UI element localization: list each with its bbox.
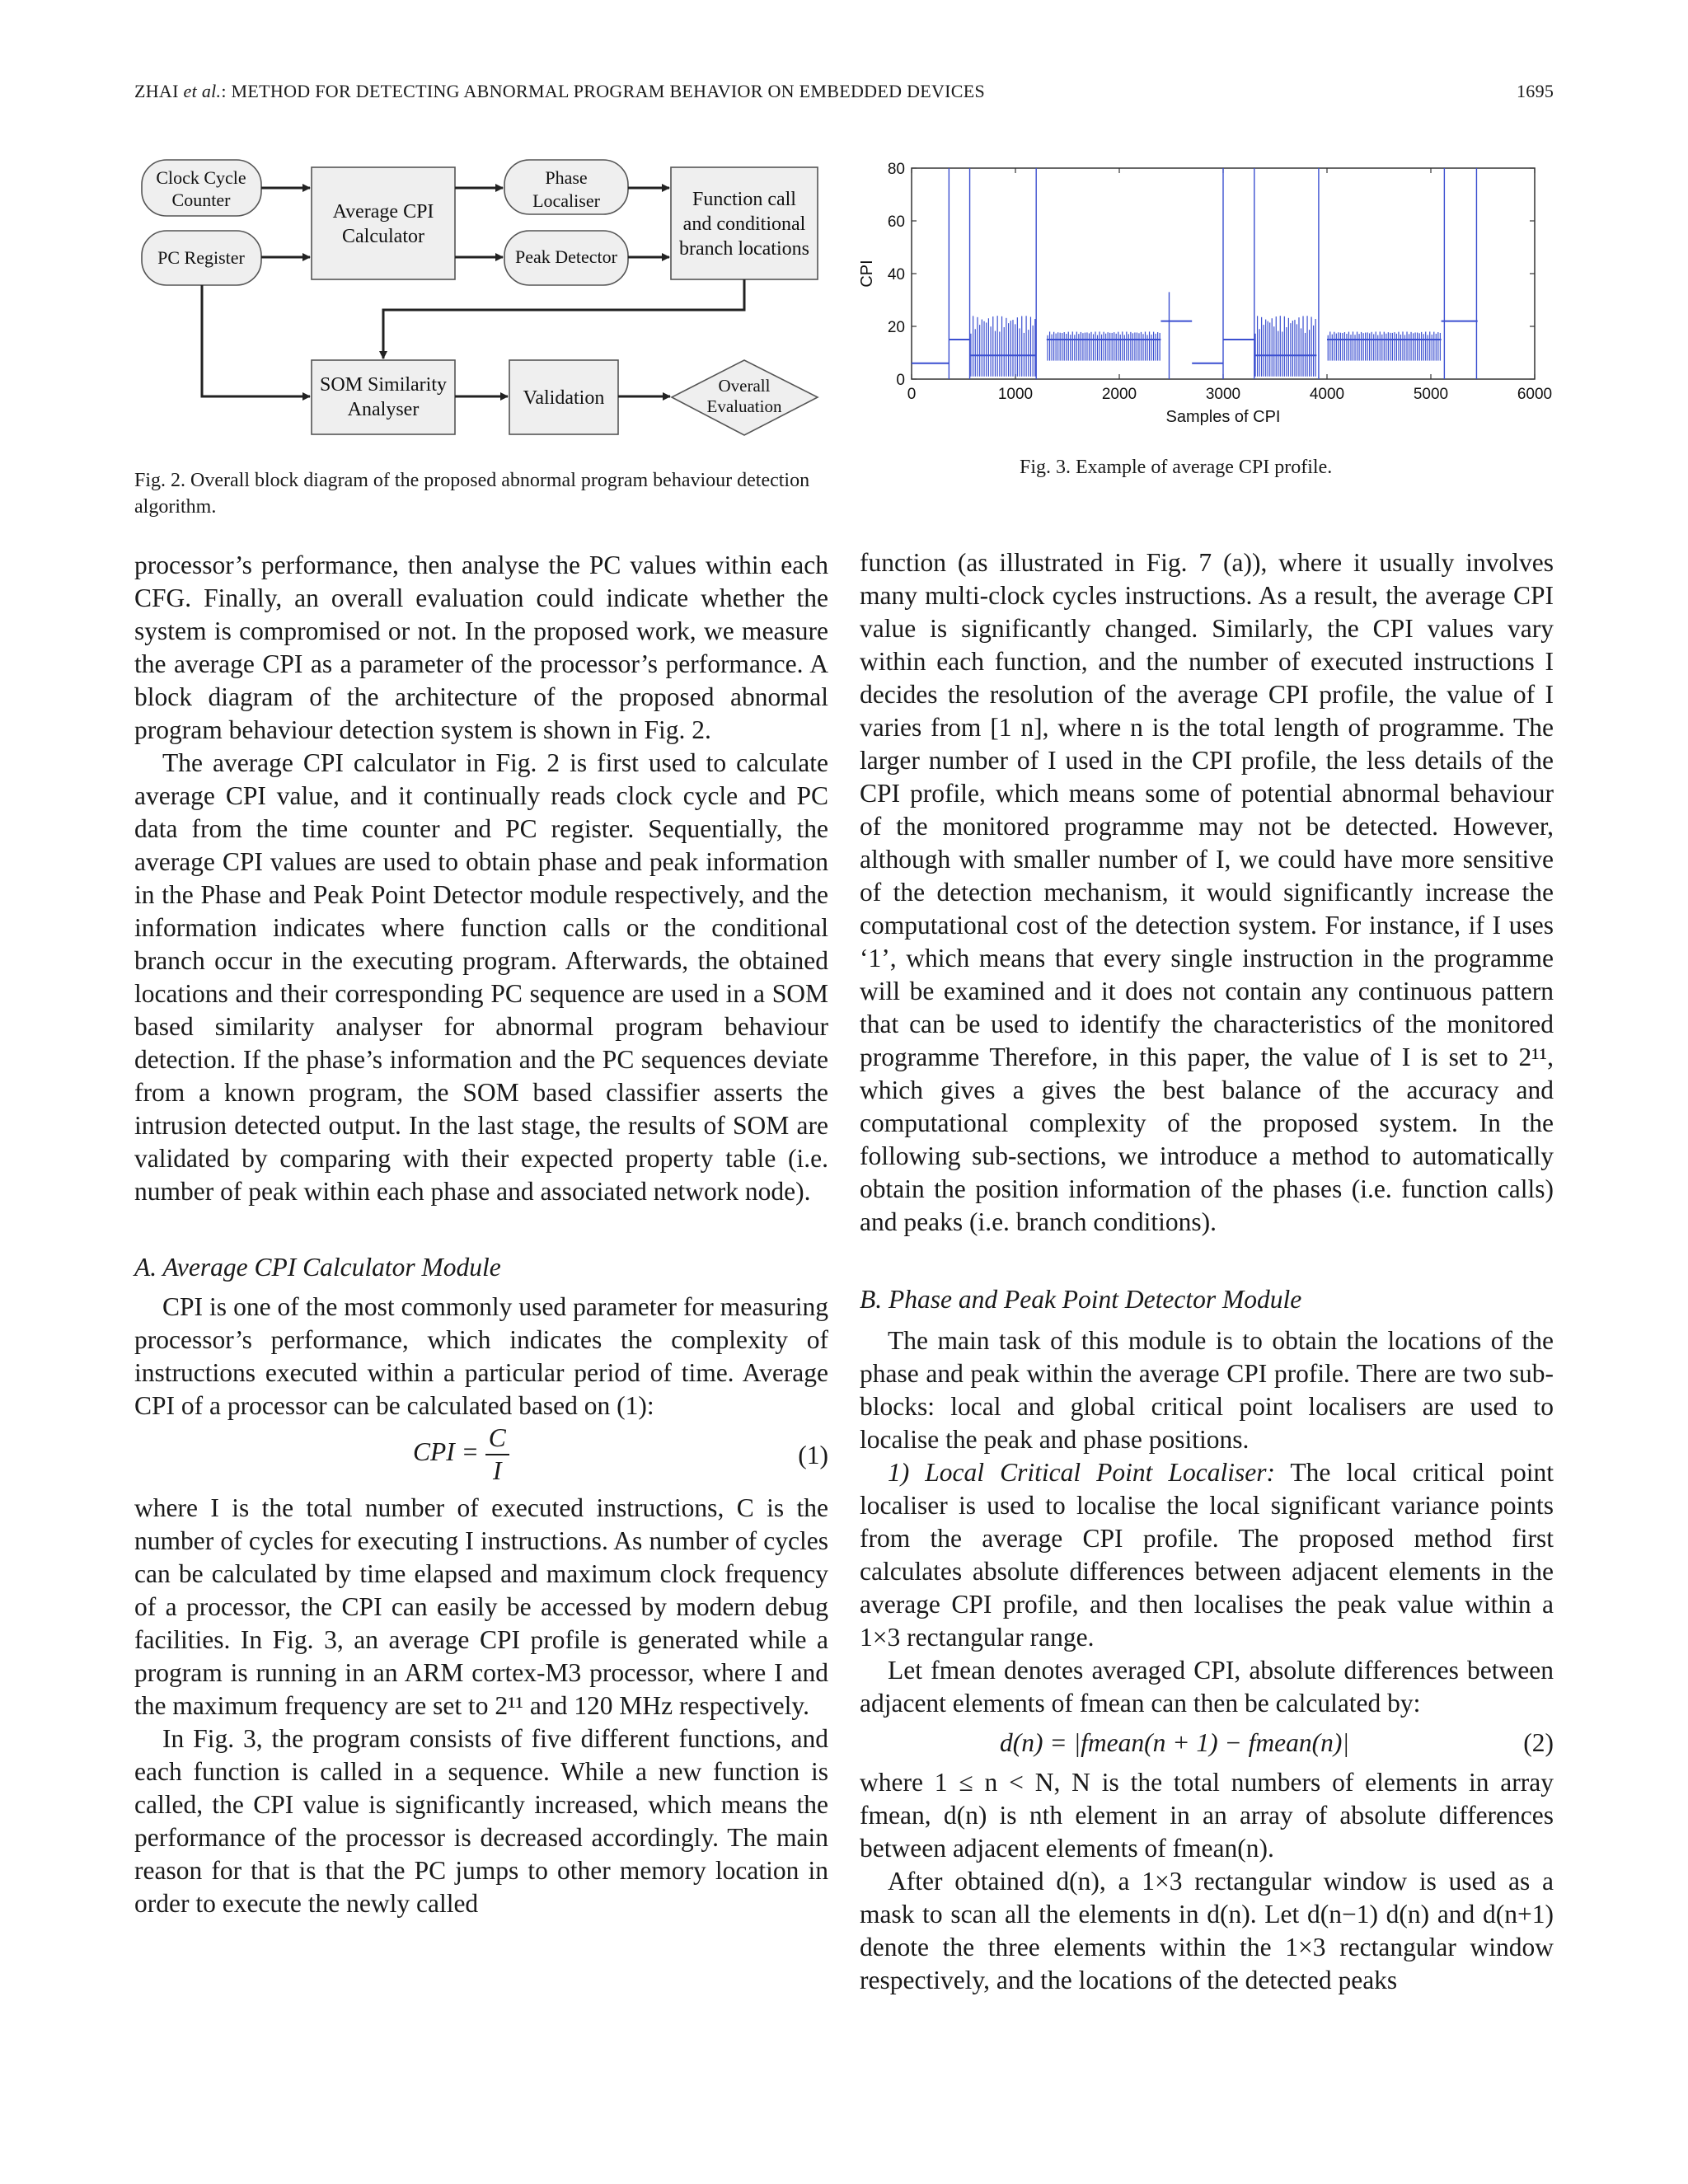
right-paragraph-5: where 1 ≤ n < N, N is the total numbers of elements in array fmean, d(n) is nth element in an array of absolute differences between adjacent elements of fmean(n).: [860, 1768, 1554, 1863]
subsection-1-heading: 1) Local Critical Point Localiser:: [888, 1458, 1275, 1487]
left-paragraph-5: In Fig. 3, the program consists of five different functions, and each function is called in a sequence. While a new function is called, the CPI value is significantly increased, which means the performance of the processor is decreased accordingly. The main reason for that is that the PC jumps to other memory location in order to execute the newly called: [134, 1724, 828, 1918]
left-paragraph-3: CPI is one of the most commonly used parameter for measuring processor’s performance, which indicates the complexity of instructions executed within a particular period of time. Average CPI of a processor can be calculated based on (1):: [134, 1292, 828, 1420]
y-tick-label: 20: [887, 319, 905, 336]
header-authors: ZHAI: [134, 81, 184, 101]
header-etal: et al.: [183, 81, 222, 101]
average-cpi-calculator-block: [312, 167, 455, 279]
overall-label-1: Overall: [718, 376, 771, 396]
eq1-lhs: CPI =: [413, 1437, 479, 1467]
validation-label: Validation: [523, 387, 605, 409]
x-axis-label: Samples of CPI: [1165, 408, 1281, 426]
figure-3-caption: Fig. 3. Example of average CPI profile.: [1020, 457, 1333, 478]
right-paragraph-3: [860, 1456, 1554, 1654]
x-tick-label: 6000: [1517, 386, 1553, 403]
figure-3-cpi-chart: [849, 152, 1574, 433]
figure-2-caption: Fig. 2. Overall block diagram of the proposed abnormal program behaviour detection algorithm.: [134, 470, 810, 518]
phase-label-2: Localiser: [532, 190, 600, 211]
y-axis-label: CPI: [858, 260, 876, 288]
x-tick-label: 1000: [997, 386, 1034, 403]
clock-label-1: Clock Cycle: [156, 167, 246, 188]
section-b-heading: B. Phase and Peak Point Detector Module: [860, 1285, 1302, 1314]
eq2-number: (2): [1523, 1728, 1554, 1757]
left-paragraph-4: where I is the total number of executed instructions, C is the number of cycles for executing I instructions. As number of cycles can be calculated by time elapsed and maximum clock frequency of a processor, the CPI can easily be accessed by modern debug facilities. In Fig. 3, an average CPI profile is generated while a program is running in an ARM cortex-M3 processor, where I and the maximum frequency are set to 2¹¹ and 120 MHz respectively.: [134, 1493, 828, 1720]
func-label-3: branch locations: [679, 238, 809, 260]
page-number: 1695: [1517, 81, 1554, 101]
x-tick-label: 5000: [1413, 386, 1449, 403]
avg-cpi-label-2: Calculator: [342, 226, 424, 247]
running-header: [134, 81, 985, 102]
som-similarity-analyser-block: [312, 360, 455, 434]
pc-register-label: PC Register: [157, 247, 245, 268]
figure-2-block-diagram: [132, 152, 832, 449]
right-paragraph-6: After obtained d(n), a 1×3 rectangular window is used as a mask to scan all the elements in d(n). Let d(n−1) d(n) and d(n+1) denote the three elements within the 1×3 rectangular window respectively, and the locations of the detected peaks: [860, 1867, 1554, 1994]
x-tick-label: 2000: [1101, 386, 1137, 403]
eq1-number: (1): [798, 1441, 828, 1469]
x-tick-label: 4000: [1309, 386, 1345, 403]
equation-2: [860, 1720, 1554, 1766]
phase-label-1: Phase: [545, 167, 588, 188]
y-tick-label: 40: [887, 266, 905, 284]
som-label-1: SOM Similarity: [319, 374, 448, 396]
section-a-heading: A. Average CPI Calculator Module: [134, 1253, 501, 1282]
func-label-1: Function call: [692, 189, 796, 210]
right-paragraph-4: Let fmean denotes averaged CPI, absolute differences between adjacent elements of fmean can then be calculated by:: [860, 1656, 1554, 1718]
left-paragraph-2: The average CPI calculator in Fig. 2 is first used to calculate average CPI value, and it continually reads clock cycle and PC data from the time counter and PC register. Sequentially, the average CPI values are used to obtain phase and peak information in the Phase and Peak Point Detector module respectively, and the information indicates where function calls or the conditional branch occur in the executing program. Afterwards, the obtained locations and their corresponding PC sequence are used in a SOM based similarity analyser for abnormal program behaviour detection. If the phase’s information and the PC sequences deviate from a known program, the SOM based classifier asserts the intrusion detected output. In the last stage, the results of SOM are validated by comparing with their expected property table (i.e. number of peak within each phase and associated network node).: [134, 748, 828, 1206]
header-title: : METHOD FOR DETECTING ABNORMAL PROGRAM BEHAVIOR ON EMBEDDED DEVICES: [221, 81, 986, 101]
x-tick-label: 0: [907, 386, 917, 403]
y-tick-label: 60: [887, 213, 905, 231]
clock-label-2: Counter: [171, 190, 231, 210]
right-paragraph-2: The main task of this module is to obtain the locations of the phase and peak within the average CPI profile. There are two sub-blocks: local and global critical point localisers are used to localise the peak and phase positions.: [860, 1326, 1554, 1454]
som-label-2: Analyser: [347, 399, 420, 420]
right-paragraph-3-text: The local critical point localiser is used to localise the local significant variance points from the average CPI profile. The proposed method first calculates absolute differences between adjacent elements in the average CPI profile, and then localises the peak value within a 1×3 rectangular range.: [860, 1458, 1554, 1652]
func-label-2: and conditional: [682, 213, 806, 235]
right-column: [860, 546, 1554, 1997]
eq1-denominator: I: [493, 1456, 502, 1485]
y-tick-label: 80: [887, 161, 905, 178]
left-paragraph-1: processor’s performance, then analyse the PC values within each CFG. Finally, an overall evaluation could indicate whether the system is compromised or not. In the proposed work, we measure the average CPI as a parameter of the processor’s performance. A block diagram of the architecture of the proposed abnormal program behaviour detection system is shown in Fig. 2.: [134, 551, 828, 744]
peak-detector-label: Peak Detector: [515, 246, 617, 267]
overall-label-2: Evaluation: [706, 396, 782, 416]
equation-1: [134, 1422, 828, 1492]
y-tick-label: 0: [896, 372, 905, 389]
avg-cpi-label-1: Average CPI: [332, 201, 434, 223]
left-column: [134, 549, 828, 1920]
eq2-body: d(n) = |fmean(n + 1) − fmean(n)|: [1000, 1728, 1349, 1757]
eq1-fraction: [485, 1422, 509, 1487]
eq1-numerator: C: [485, 1422, 509, 1455]
right-paragraph-1: function (as illustrated in Fig. 7 (a)), where it usually involves many multi-clock cycles instructions. As a result, the average CPI value is significantly changed. Similarly, the CPI values vary within each function, and the number of executed instructions I decides the resolution of the average CPI profile, the value of I varies from [1 n], where n is the total length of programme. The larger number of I used in the CPI profile, the less details of the CPI profile, which means some of potential abnormal behaviour of the monitored programme may not be detected. However, although with smaller number of I, we could have more sensitive of the detection mechanism, it would significantly increase the computational cost of the detection system. For instance, if I uses ‘1’, which means that every single instruction in the programme will be examined and it does not contain any continuous pattern that can be used to identify the characteristics of the monitored programme Therefore, in this paper, the value of I is set to 2¹¹, which gives a gives the best balance of the accuracy and computational complexity of the proposed system. In the following sub-sections, we introduce a method to automatically obtain the position information of the phases (i.e. function calls) and peaks (i.e. branch conditions).: [860, 548, 1554, 1236]
x-tick-label: 3000: [1205, 386, 1241, 403]
